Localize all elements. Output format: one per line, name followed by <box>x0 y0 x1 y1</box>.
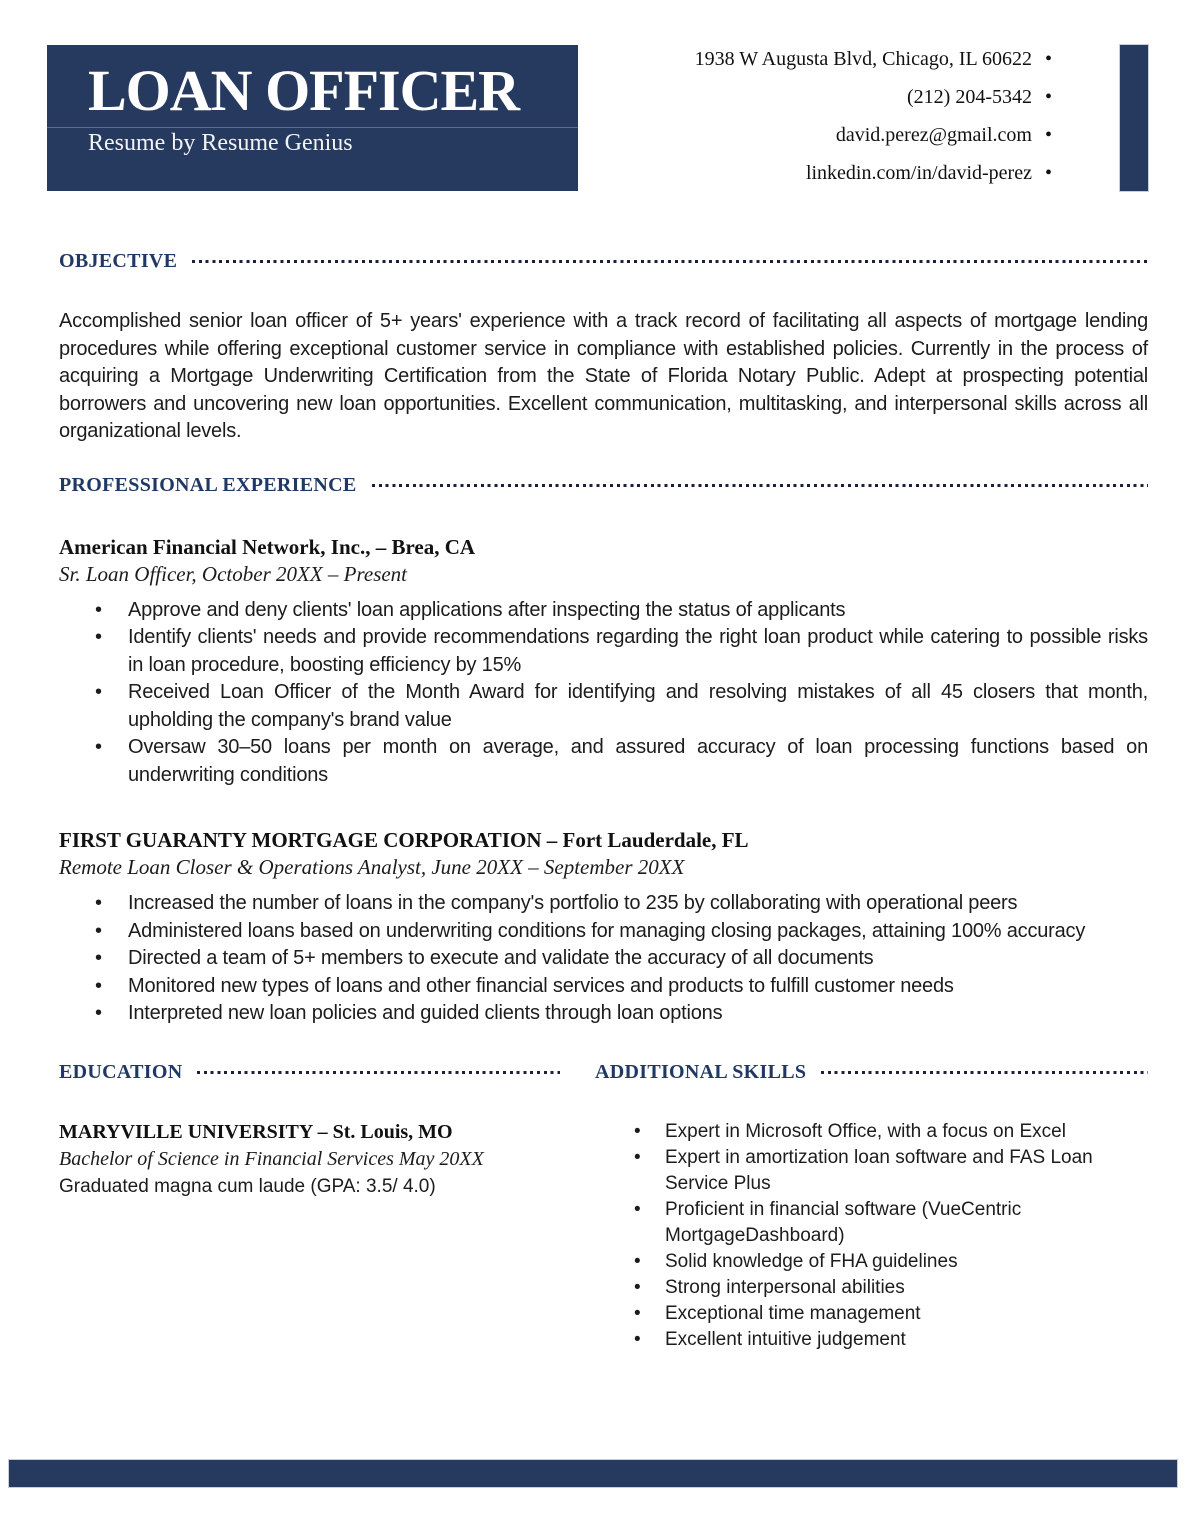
objective-heading-row <box>59 250 1148 272</box>
job-bullet: • Administered loans based on underwriting conditions for managing closing packages, attaining 100% accuracy <box>128 918 1148 946</box>
dotted-rule <box>192 260 1148 263</box>
education-heading: EDUCATION <box>59 1060 183 1083</box>
job-bullet: • Oversaw 30–50 loans per month on average, and assured accuracy of loan processing functions based on underwriting conditions <box>128 734 1148 789</box>
bullet-icon: • <box>1044 124 1052 146</box>
education-honors: Graduated magna cum laude (GPA: 3.5/ 4.0) <box>59 1175 436 1197</box>
experience-heading-row <box>59 474 1148 496</box>
skill-item: • Solid knowledge of FHA guidelines <box>665 1249 1148 1275</box>
skill-item: • Strong interpersonal abilities <box>665 1275 1148 1301</box>
job-title: Sr. Loan Officer, October 20XX – Present <box>59 561 408 586</box>
bullet-icon: • <box>1044 48 1052 70</box>
contact-linkedin-text: linkedin.com/in/david-perez <box>805 162 1032 184</box>
contact-address-text: 1938 W Augusta Blvd, Chicago, IL 60622 <box>694 48 1032 70</box>
job-bullet: • Directed a team of 5+ members to execute and validate the accuracy of all documents <box>128 945 1148 973</box>
contact-phone-text: (212) 204-5342 <box>907 86 1032 108</box>
section-experience <box>59 474 1148 1028</box>
objective-text: Accomplished senior loan officer of 5+ years' experience with a track record of facilitating all aspects of mortgage lending procedures while offering exceptional customer service in compliance with established policies. Currently in the process of acquiring a Mortgage Underwriting Certification from the State of Florida Notary Public. Adept at prospecting potential borrowers and uncovering new loan opportunities. Excellent communication, multitasking, and interpersonal skills across all organizational levels. <box>59 310 1148 442</box>
skill-item: • Proficient in financial software (VueCentric MortgageDashboard) <box>665 1197 1148 1249</box>
footer-accent-bar <box>8 1459 1178 1488</box>
contact-email <box>695 116 1052 154</box>
job-entry-1 <box>59 534 1148 790</box>
job-company: FIRST GUARANTY MORTGAGE CORPORATION – Fort Lauderdale, FL <box>59 828 749 852</box>
skill-item: • Expert in amortization loan software and FAS Loan Service Plus <box>665 1145 1148 1197</box>
title-divider <box>47 127 578 128</box>
skills-list <box>595 1119 1148 1353</box>
skill-item: • Exceptional time management <box>665 1301 1148 1327</box>
dotted-rule <box>372 484 1148 487</box>
contact-address <box>695 40 1052 78</box>
title-box <box>47 45 578 191</box>
education-heading-row <box>59 1061 560 1083</box>
skills-heading-row <box>595 1061 1148 1083</box>
dotted-rule <box>821 1071 1148 1074</box>
job-bullet: • Approve and deny clients' loan applications after inspecting the status of applicants <box>128 597 1148 625</box>
job-company: American Financial Network, Inc., – Brea, CA <box>59 534 476 559</box>
contact-phone <box>695 78 1052 116</box>
experience-heading: PROFESSIONAL EXPERIENCE <box>59 473 357 496</box>
bullet-icon: • <box>1044 86 1052 108</box>
skills-heading: ADDITIONAL SKILLS <box>595 1060 807 1083</box>
section-education-skills <box>59 1061 1148 1353</box>
contact-block <box>695 40 1052 192</box>
contact-linkedin <box>695 154 1052 192</box>
skill-item: • Expert in Microsoft Office, with a focus on Excel <box>665 1119 1148 1145</box>
page-subtitle: Resume by Resume Genius <box>88 130 353 156</box>
education-degree: Bachelor of Science in Financial Services May 20XX <box>59 1147 484 1170</box>
job-entry-2 <box>59 827 1148 1028</box>
section-objective <box>59 250 1148 446</box>
education-school: MARYVILLE UNIVERSITY – St. Louis, MO <box>59 1120 453 1143</box>
job-bullet: • Received Loan Officer of the Month Award for identifying and resolving mistakes of all 45 closers that month, upholding the company's brand value <box>128 679 1148 734</box>
objective-heading: OBJECTIVE <box>59 250 178 272</box>
job-bullet: • Monitored new types of loans and other financial services and products to fulfill customer needs <box>128 973 1148 1001</box>
page-title: LOAN OFFICER <box>88 58 520 123</box>
dotted-rule <box>197 1071 560 1074</box>
job-bullet-list <box>59 597 1148 790</box>
job-title: Remote Loan Closer & Operations Analyst, June 20XX – September 20XX <box>59 855 685 879</box>
job-bullet: • Interpreted new loan policies and guided clients through loan options <box>128 1000 1148 1028</box>
header-accent-bar <box>1119 44 1149 192</box>
section-skills <box>595 1061 1148 1353</box>
education-entry <box>59 1119 560 1200</box>
bullet-icon: • <box>1044 162 1052 184</box>
job-bullet: • Increased the number of loans in the company's portfolio to 235 by collaborating with operational peers <box>128 890 1148 918</box>
section-education <box>59 1061 560 1353</box>
contact-email-text: david.perez@gmail.com <box>835 124 1032 146</box>
job-bullet: • Identify clients' needs and provide recommendations regarding the right loan product while catering to possible risks in loan procedure, boosting efficiency by 15% <box>128 624 1148 679</box>
skill-item: • Excellent intuitive judgement <box>665 1327 1148 1353</box>
job-bullet-list <box>59 890 1148 1028</box>
